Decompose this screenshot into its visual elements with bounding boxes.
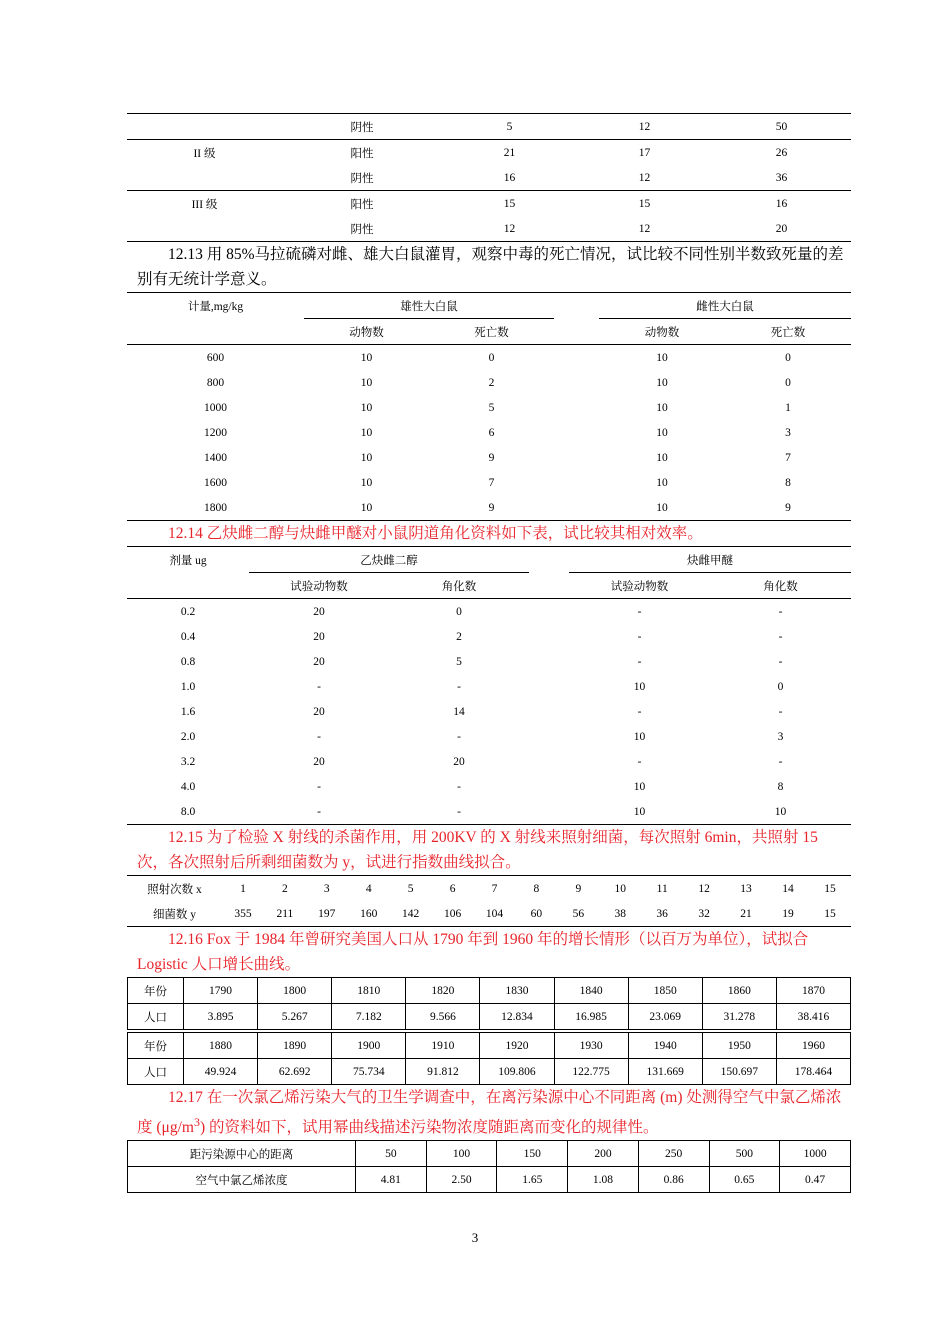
question-12-16: 12.16 Fox 于 1984 年曾研究美国人口从 1790 年到 1960 年的增长情形（以百万为单位），试拟合 Logistic 人口增长曲线。: [137, 931, 809, 973]
table-cell: 1950: [702, 1033, 776, 1059]
table-cell: 1830: [480, 978, 554, 1004]
table-cell: 104: [485, 907, 504, 920]
table-cell: 1960: [776, 1033, 850, 1059]
table-cell: 7: [785, 451, 791, 464]
table-cell: 14: [453, 705, 465, 718]
table-cell: 142: [402, 907, 420, 920]
table-cell: 8: [785, 476, 791, 489]
table-row: [127, 774, 851, 799]
table-cell: 6: [488, 426, 495, 439]
table-cell: 0.86: [638, 1167, 709, 1193]
table-row: [127, 345, 851, 371]
table-cell: -: [637, 630, 642, 643]
table-cell: 1850: [628, 978, 702, 1004]
question-12-15: 12.15 为了检验 X 射线的杀菌作用，用 200KV 的 X 射线来照射细菌，每次照射 6min，共照射 15 次，各次照射后所剩细菌数为 y，试进行指数曲线拟合。: [137, 829, 818, 871]
table-cell: 20: [313, 755, 325, 768]
table-cell: 32: [698, 907, 710, 920]
table-cell: 1800: [204, 501, 227, 514]
table-cell: 0: [785, 351, 791, 364]
table-cell: 5: [488, 401, 495, 414]
table-cell: 49.924: [184, 1059, 258, 1085]
table-header-row: 剂量 ug 乙炔雌二醇 炔雌甲醚: [127, 547, 851, 573]
table-cell: 800: [206, 376, 225, 389]
table-cell: 0: [777, 680, 784, 693]
table-cell: 20: [313, 655, 325, 668]
table-cell: 3: [323, 882, 330, 895]
table-cell: 10: [633, 805, 646, 818]
table-cell: 20: [313, 630, 325, 643]
table-cell: 1910: [406, 1033, 480, 1059]
population-value-row: 人口 3.895 5.267 7.182 9.566 12.834 16.985 23.069 31.278 38.416: [128, 1004, 851, 1030]
table-cell: 10: [774, 805, 787, 818]
table-row: 阴性 12 12 20: [127, 216, 851, 242]
table-row: [127, 599, 851, 625]
table-cell: 2: [488, 376, 495, 389]
table-cell: 1840: [554, 978, 628, 1004]
table-cell: 150: [497, 1141, 568, 1167]
table-cell: -: [457, 680, 461, 693]
table-cell: 122.775: [554, 1059, 628, 1085]
table-cell: 2: [282, 882, 288, 895]
estradiol-table-body: [127, 599, 851, 825]
question-12-17: 12.17 在一次氯乙烯污染大气的卫生学调查中，在离污染源中心不同距离 (m) 处测得空气中氯乙烯浓度 $(\mu g/m^3)$ 的资料如下，试用幂曲线描述污染物浓度随距离而变化的规律性。: [137, 1089, 842, 1137]
table-cell: 11: [656, 882, 668, 895]
table-cell: 197: [318, 907, 336, 920]
table-cell: 10: [360, 501, 373, 514]
table-cell: 23.069: [628, 1004, 702, 1030]
table-cell: -: [457, 805, 461, 818]
table-cell: 1870: [776, 978, 850, 1004]
table-cell: 1: [785, 401, 791, 414]
table-cell: 0.47: [780, 1167, 851, 1193]
table-cell: 1200: [204, 426, 227, 439]
table-cell: -: [637, 605, 642, 618]
table-cell: 38: [614, 907, 626, 920]
table-cell: 21: [740, 907, 752, 920]
table-cell: 0: [456, 605, 462, 618]
distance-row: 距污染源中心的距离 50 100 150 200 250 500 1000: [128, 1141, 851, 1167]
table-row: [127, 674, 851, 699]
table-cell: 2.0: [180, 730, 196, 743]
table-cell: -: [457, 780, 461, 793]
table-cell: 1860: [702, 978, 776, 1004]
table-cell: 1800: [258, 978, 332, 1004]
table-cell: 1.6: [180, 705, 196, 718]
concentration-row: 空气中氯乙烯浓度 4.81 2.50 1.65 1.08 0.86 0.65 0.47: [128, 1167, 851, 1193]
table-cell: 91.812: [406, 1059, 480, 1085]
population-value-row: 人口 49.924 62.692 75.734 91.812 109.806 122.775 131.669 150.697 178.464: [128, 1059, 851, 1085]
population-year-row: 年份 1880 1890 1900 1910 1920 1930 1940 1950 1960: [128, 1033, 851, 1059]
table-cell: 7: [488, 476, 495, 489]
table-cell: 12.834: [480, 1004, 554, 1030]
table-cell: 10: [633, 680, 646, 693]
table-cell: 0: [785, 376, 791, 389]
table-row: [127, 799, 851, 825]
table-cell: 211: [276, 907, 294, 920]
table-cell: 1920: [480, 1033, 554, 1059]
table-cell: 0.65: [709, 1167, 780, 1193]
table-cell: 36: [656, 907, 668, 920]
table-cell: -: [778, 705, 783, 718]
xray-x-row: 照射次数 x 1 2 3 4 5 6 7 8 9 10 11 12 13 14 15: [127, 876, 851, 902]
table-cell: 1400: [204, 451, 227, 464]
table-cell: 10: [656, 351, 668, 364]
table-cell: 106: [443, 907, 462, 920]
table-cell: 9: [575, 882, 582, 895]
table-header-row: 计量,mg/kg 雄性大白鼠 雌性大白鼠: [127, 293, 851, 319]
table-cell: 15: [824, 907, 836, 920]
table-cell: 50: [356, 1141, 427, 1167]
table-cell: 9: [785, 501, 791, 514]
table-cell: 355: [234, 907, 252, 920]
table-cell: 75.734: [332, 1059, 406, 1085]
table-cell: 2: [456, 630, 462, 643]
table-cell: 9: [488, 501, 495, 514]
vinyl-chloride-table: [127, 1140, 851, 1193]
estradiol-table: [127, 546, 851, 825]
table-cell: 0.8: [180, 655, 196, 668]
table-row: 阴性 16 12 36: [350, 171, 788, 185]
table-cell: 20: [453, 755, 465, 768]
table-cell: 9.566: [406, 1004, 480, 1030]
table-cell: 100: [426, 1141, 497, 1167]
table-row: [127, 445, 851, 470]
table-cell: -: [778, 630, 783, 643]
table-cell: -: [637, 705, 642, 718]
table-row: [127, 624, 851, 649]
table-cell: -: [778, 655, 783, 668]
table-cell: 10: [656, 476, 668, 489]
table-cell: 1.08: [568, 1167, 639, 1193]
question-12-13: 12.13 用 85%马拉硫磷对雌、雄大白鼠灌胃，观察中毒的死亡情况，试比较不同性别半数致死量的差别有无统计学意义。: [137, 246, 844, 288]
table-cell: 4.81: [356, 1167, 427, 1193]
table-cell: 109.806: [480, 1059, 554, 1085]
table-cell: 131.669: [628, 1059, 702, 1085]
table-cell: 178.464: [776, 1059, 850, 1085]
table-cell: 8: [533, 882, 540, 895]
table-cell: 7.182: [332, 1004, 406, 1030]
table-cell: 1820: [406, 978, 480, 1004]
table-cell: 1930: [554, 1033, 628, 1059]
table-cell: 5: [456, 655, 462, 668]
table-cell: 7: [491, 882, 498, 895]
table-cell: 1810: [332, 978, 406, 1004]
table-row: [127, 470, 851, 495]
population-table-2: [127, 1032, 851, 1085]
table-cell: -: [457, 730, 461, 743]
table-cell: 0.2: [180, 605, 196, 618]
malathion-table-body: [127, 345, 851, 521]
table-cell: -: [637, 755, 642, 768]
question-12-14: 12.14 乙炔雌二醇与炔雌甲醚对小鼠阴道角化资料如下表，试比较其相对效率。: [168, 525, 703, 542]
table-cell: 62.692: [258, 1059, 332, 1085]
table-cell: -: [778, 605, 783, 618]
table-cell: 1790: [184, 978, 258, 1004]
population-table-1: [127, 977, 851, 1030]
table-cell: 60: [530, 907, 543, 920]
table-cell: 3.2: [180, 755, 196, 768]
table-row: [127, 649, 851, 674]
table-cell: 13: [740, 882, 752, 895]
table-header-row: 试验动物数 角化数 试验动物数 角化数: [127, 573, 851, 599]
table-cell: 10: [656, 376, 668, 389]
table-cell: 1.65: [497, 1167, 568, 1193]
malathion-table: [127, 292, 851, 521]
table-row: III 级 阳性 15 15 16: [127, 191, 851, 217]
table-row: [127, 699, 851, 724]
table-cell: 1880: [184, 1033, 258, 1059]
table-cell: 600: [206, 351, 225, 364]
table-cell: 10: [360, 476, 373, 489]
table-row: [127, 395, 851, 420]
table-cell: -: [317, 805, 321, 818]
table-cell: -: [778, 755, 783, 768]
table-cell: 10: [633, 730, 646, 743]
table-cell: 10: [360, 401, 373, 414]
table-cell: 250: [638, 1141, 709, 1167]
table-cell: 12: [698, 882, 710, 895]
table-cell: 3: [777, 730, 784, 743]
table-cell: 20: [313, 705, 325, 718]
table-row: [127, 370, 851, 395]
table-cell: 4: [365, 882, 372, 895]
table-cell: 10: [360, 376, 373, 389]
table-cell: 10: [360, 351, 373, 364]
document-page: [127, 113, 851, 1193]
table-cell: 2.50: [426, 1167, 497, 1193]
table-cell: 1000: [780, 1141, 851, 1167]
table-cell: 1940: [628, 1033, 702, 1059]
table-cell: 8: [777, 780, 784, 793]
population-year-row: 年份 1790 1800 1810 1820 1830 1840 1850 1860 1870: [128, 978, 851, 1004]
table-row: [127, 749, 851, 774]
table-cell: 10: [360, 451, 373, 464]
table-cell: 200: [568, 1141, 639, 1167]
table-cell: 20: [313, 605, 325, 618]
table-cell: 5: [407, 882, 414, 895]
table-cell: 0: [488, 351, 495, 364]
table-cell: 5.267: [258, 1004, 332, 1030]
table-cell: 1890: [258, 1033, 332, 1059]
table-cell: -: [317, 780, 321, 793]
table-cell: 4.0: [180, 780, 196, 793]
table-cell: 150.697: [702, 1059, 776, 1085]
table-cell: 56: [572, 907, 585, 920]
table-cell: 1600: [204, 476, 227, 489]
table-cell: -: [637, 655, 642, 668]
table-cell: 8.0: [180, 805, 196, 818]
table-cell: 10: [614, 882, 626, 895]
table-header-row: 动物数 死亡数 动物数 死亡数: [127, 319, 851, 345]
grade-table: [127, 113, 851, 242]
table-cell: 500: [709, 1141, 780, 1167]
table-row: [127, 724, 851, 749]
table-row: 阴性 5 12 50: [127, 114, 851, 140]
table-cell: 1900: [332, 1033, 406, 1059]
table-row: [127, 495, 851, 521]
table-cell: 10: [633, 780, 646, 793]
table-cell: 38.416: [776, 1004, 850, 1030]
table-cell: 0.4: [180, 630, 196, 643]
table-cell: 10: [656, 501, 668, 514]
table-cell: -: [317, 730, 321, 743]
table-cell: 31.278: [702, 1004, 776, 1030]
table-row: II 级 阳性 21 17 26: [127, 140, 851, 166]
table-cell: 10: [360, 426, 373, 439]
table-cell: 19: [782, 907, 794, 920]
table-row: [127, 420, 851, 445]
table-cell: 10: [656, 401, 668, 414]
table-cell: 10: [656, 451, 668, 464]
table-cell: 6: [449, 882, 456, 895]
table-cell: 1.0: [180, 680, 196, 693]
page-number: 3: [471, 1230, 479, 1245]
table-cell: 10: [656, 426, 668, 439]
table-cell: 3.895: [184, 1004, 258, 1030]
table-cell: 15: [824, 882, 836, 895]
table-cell: 3: [785, 426, 791, 439]
table-cell: 16.985: [554, 1004, 628, 1030]
table-cell: -: [317, 680, 321, 693]
table-cell: 1000: [204, 401, 227, 414]
table-cell: 9: [488, 451, 495, 464]
table-cell: 1: [240, 882, 246, 895]
table-cell: 160: [360, 907, 378, 920]
xray-y-row: 细菌数 y 355 211 197 160 142 106 104 60 56 38 36 32 21 19 15: [127, 901, 851, 927]
table-cell: 14: [782, 882, 794, 895]
xray-table: [127, 875, 851, 927]
